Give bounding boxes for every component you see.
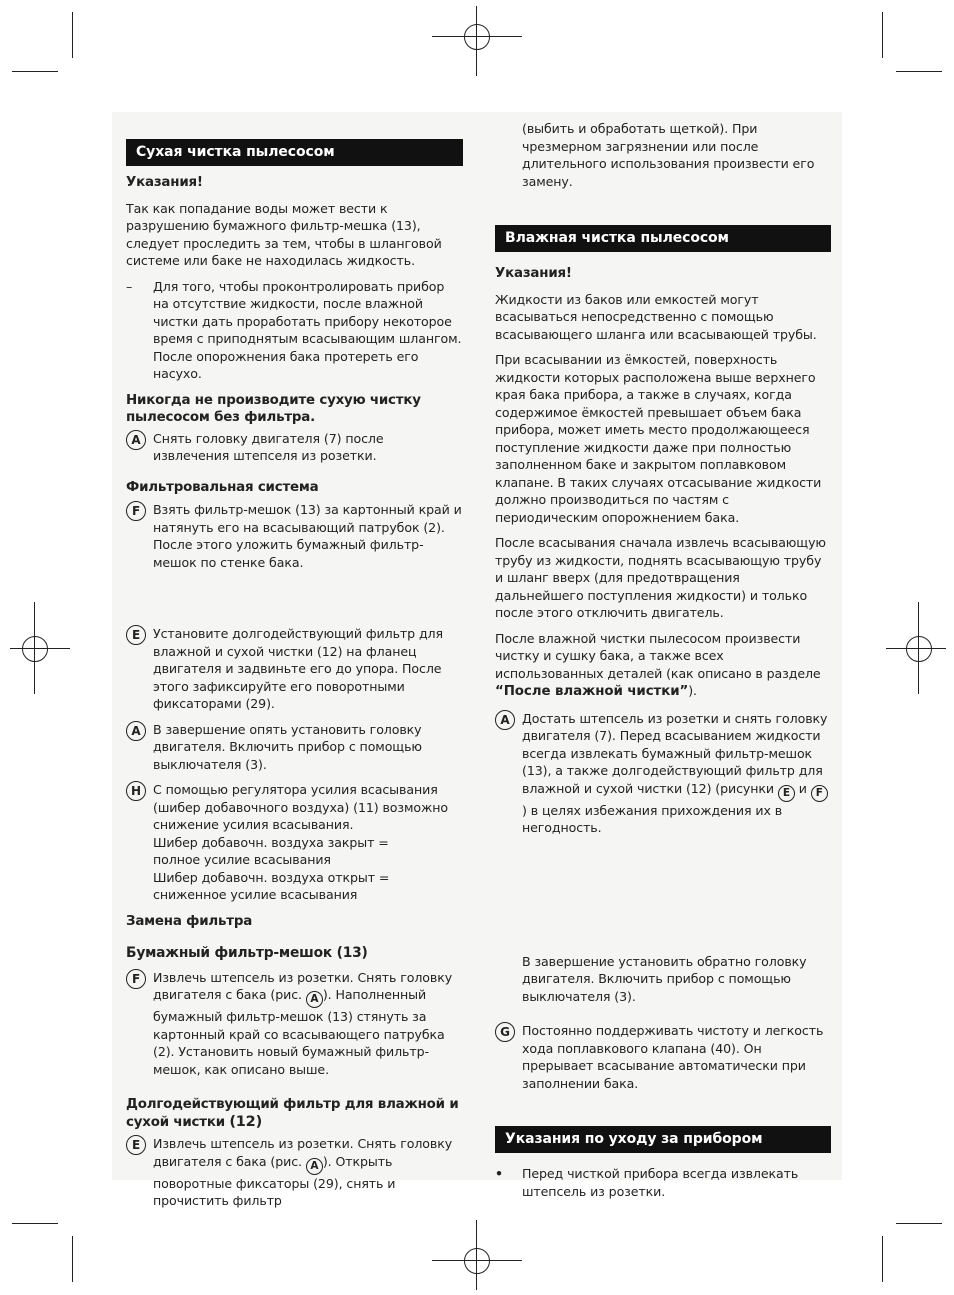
registration-mark-icon [464, 24, 490, 50]
crop-mark [896, 71, 942, 72]
paper-bag-title: Бумажный фильтр-мешок (13) [126, 945, 368, 961]
registration-line [34, 602, 35, 694]
step-e2 [126, 1135, 463, 1210]
registration-line [476, 6, 477, 76]
step-a2 [126, 721, 463, 774]
step-a1 [126, 430, 463, 465]
damper-closed: Шибер добавочн. воздуха закрыт = [153, 834, 389, 850]
registration-mark-icon [22, 636, 48, 662]
long-filter-title: Долгодействующий фильтр для влажной и сухой чистки [126, 1097, 459, 1130]
section-header-care: Указания по уходу за прибором [495, 1126, 831, 1153]
bullet-text: Перед чисткой прибора всегда извлекать штепсель из розетки. [522, 1166, 799, 1199]
step-text-part: ) в целях избежания прихождения их в негодность. [522, 802, 783, 835]
step-badge: A [495, 710, 515, 730]
section-reference: “После влажной чистки” [495, 684, 689, 699]
step-badge: A [126, 430, 146, 450]
step-text-part: Извлечь штепсель из розетки. Снять головку двигателя с бака (рис. [153, 1136, 453, 1169]
bullet-marker: • [495, 1166, 503, 1181]
long-filter-number: (12) [229, 1113, 262, 1130]
paragraph: Жидкости из баков или емкостей могут всасываться непосредственно с помощью всасывающего шланга или всасывающей трубы. [495, 291, 817, 342]
continued-paragraph: (выбить и обработать щеткой). При чрезмерном загрязнении или после длительного использования произвести его замену. [522, 121, 815, 189]
subheading-long-filter [126, 1096, 463, 1131]
step-h1 [126, 781, 463, 904]
dash-marker: – [126, 278, 133, 294]
step-text-part: Достать штепсель из розетки и снять головку двигателя (7). Перед всасыванием жидкости всегда извлекать бумажный фильтр-мешок (13), а также долгодействующий фильтр для влажной и сухой чистки (12) (рисунки [522, 710, 828, 796]
crop-mark [72, 12, 73, 58]
registration-line [918, 602, 919, 694]
step-text: С помощью регулятора усилия всасывания (шибер добавочного воздуха) (11) возможно снижение усилия всасывания. [153, 782, 449, 832]
paragraph-part: ). [688, 683, 697, 698]
notes-label: Указания! [126, 175, 203, 190]
paragraph [495, 630, 831, 701]
step-text [522, 710, 831, 837]
damper-closed-value: полное усилие всасывания [153, 852, 331, 867]
crop-mark [12, 1223, 58, 1224]
registration-line [432, 36, 522, 37]
crop-mark [882, 12, 883, 58]
dash-text: Для того, чтобы проконтролировать прибор на отсутствие жидкости, после влажной чистки дать проработать прибору некоторое время с приподнятым всасывающим шлангом. После опорожнения бака протереть его насухо. [153, 278, 462, 381]
figure-ref-badge: F [811, 785, 828, 802]
damper-open-value: сниженное усилие всасывания [153, 887, 358, 902]
step-badge: H [126, 781, 146, 801]
figure-ref-badge: A [306, 991, 323, 1008]
step-badge: E [126, 625, 146, 645]
paragraph: Так как попадание воды может вести к разрушению бумажного фильтр-мешка (13), следует проследить за тем, чтобы в шланговой системе или баке не находилась жидкость. [126, 200, 442, 268]
registration-line [476, 1220, 477, 1290]
paragraph: После всасывания сначала извлечь всасывающую трубу из жидкости, поднять всасывающую трубу и шланг вверх (для предотвращения дальнейшего поступления жидкости) и только после этого отключить двигатель. [495, 535, 826, 620]
bullet-item [495, 1165, 831, 1200]
subheading-filter-system: Фильтровальная система [126, 479, 319, 495]
step-text [153, 969, 463, 1079]
step-badge: F [126, 501, 146, 521]
step-text-part: Извлечь штепсель из розетки. Снять головку двигателя с бака (рис. [153, 969, 453, 1002]
warning-heading: Никогда не производите сухую чистку пылесосом без фильтра. [126, 392, 421, 425]
step-text-part: ). Открыть поворотные фиксаторы (29), снять и прочистить фильтр [153, 1153, 396, 1208]
step-text [153, 1135, 463, 1210]
registration-line [432, 1260, 522, 1261]
damper-open: Шибер добавочн. воздуха открыт = [153, 869, 390, 885]
crop-mark [882, 1236, 883, 1282]
crop-mark [72, 1236, 73, 1282]
step-badge: E [126, 1135, 146, 1155]
notes-label: Указания! [495, 266, 572, 281]
registration-line [886, 648, 946, 649]
step-f2 [126, 969, 463, 1079]
step-text-part: ). Наполненный бумажный фильтр-мешок (13) стянуть за картонный край со всасывающего патрубка (2). Установить новый бумажный фильтр-мешок, как описано выше. [153, 987, 445, 1077]
registration-mark-icon [464, 1248, 490, 1274]
left-column [126, 139, 463, 1210]
paragraph-part: После влажной чистки пылесосом произвести чистку и сушку бака, а также всех использованных деталей (как описано в разделе [495, 630, 821, 681]
paragraph: При всасывании из ёмкостей, поверхность жидкости которых расположена выше верхнего края бака прибора, а также в случаях, когда содержимое ёмкостей превышает объем бака прибора, может иметь место продолжающееся поступление жидкости даже при полностью заполненном баке и закрытом поплавковом клапане. В таких случаях отсасывание жидкости должно производиться по частям с периодическим опорожнением бака. [495, 352, 822, 525]
step-text: Снять головку двигателя (7) после извлечения штепселя из розетки. [153, 430, 384, 463]
step-text: Постоянно поддерживать чистоту и легкость хода поплавкового клапана (40). Он прерывает всасывание автоматически при заполнении бака. [522, 1023, 824, 1091]
step-e1 [126, 625, 463, 713]
crop-mark [896, 1223, 942, 1224]
step-badge: G [495, 1022, 515, 1042]
paragraph-final-step: В завершение установить обратно головку двигателя. Включить прибор с помощью выключателя (3). [522, 953, 807, 1004]
step-f1 [126, 501, 463, 571]
registration-line [10, 648, 70, 649]
step-text: В завершение опять установить головку двигателя. Включить прибор с помощью выключателя (3). [153, 721, 422, 772]
step-badge: A [126, 721, 146, 741]
registration-mark-icon [906, 636, 932, 662]
step-text-part: и [794, 780, 811, 796]
step-text: Взять фильтр-мешок (13) за картонный край и натянуть его на всасывающий патрубок (2). После этого уложить бумажный фильтр-мешок по стенке бака. [153, 502, 462, 570]
crop-mark [12, 71, 58, 72]
step-text: Установите долгодействующий фильтр для влажной и сухой чистки (12) на фланец двигателя и задвиньте его до упора. После этого зафиксируйте его поворотными фиксаторами (29). [153, 626, 443, 711]
right-column [495, 120, 831, 1200]
dash-item [126, 278, 463, 383]
section-header-dry-cleaning: Сухая чистка пылесосом [126, 139, 463, 166]
step-badge: F [126, 969, 146, 989]
figure-ref-badge: E [778, 785, 795, 802]
step-a [495, 710, 831, 837]
subheading-paper-bag [126, 944, 463, 963]
step-g [495, 1022, 831, 1092]
subheading-filter-replacement: Замена фильтра [126, 913, 253, 929]
section-header-wet-cleaning: Влажная чистка пылесосом [495, 225, 831, 252]
figure-ref-badge: A [306, 1158, 323, 1175]
